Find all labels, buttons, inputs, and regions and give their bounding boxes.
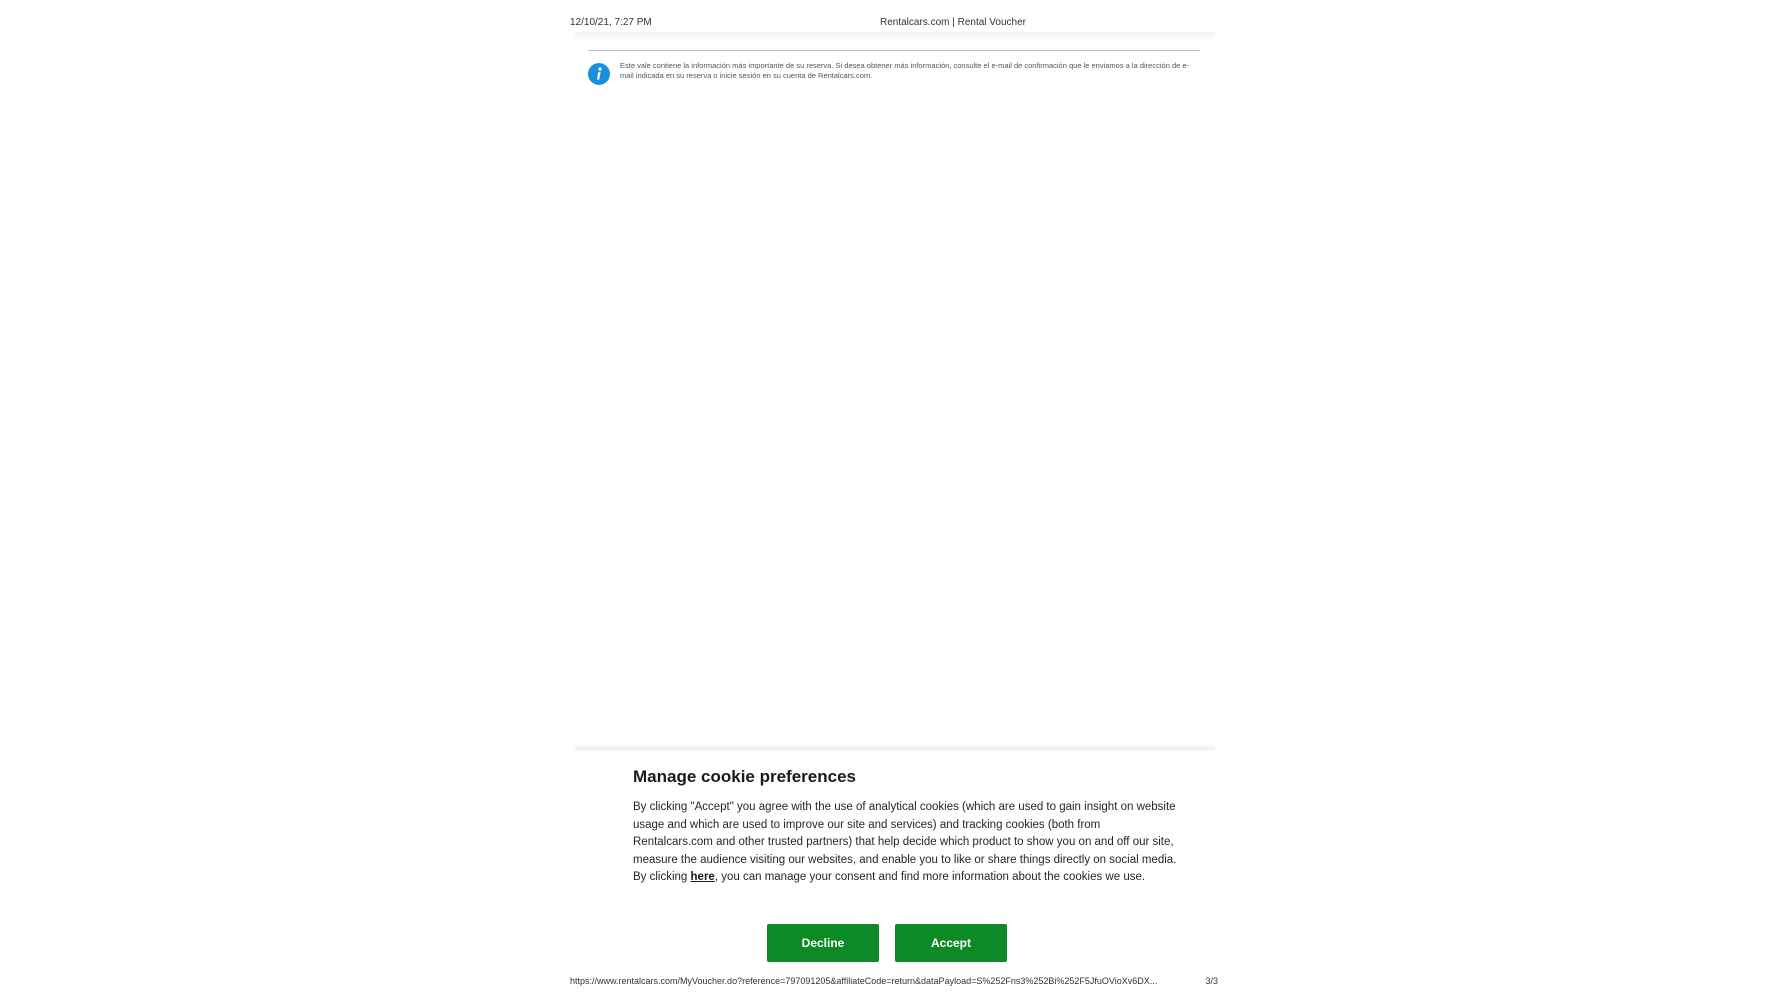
cookie-body-text-end: , you can manage your consent and find more information about the cookies we use. [714,871,1146,884]
decline-button[interactable]: Decline [767,924,879,962]
divider [588,50,1200,51]
print-header [570,17,1218,31]
print-page-title: Rentalcars.com | Rental Voucher [880,17,1027,28]
cookie-banner-title: Manage cookie preferences [633,767,856,786]
page-number: 3/3 [1205,976,1218,986]
page-bottom-shadow [575,744,1215,750]
cookie-body-text-start: By clicking "Accept" you agree with the use of analytical cookies (which are used to gain insight on website usage and which are used to improve our site and services) and tracking cookies (both from Rentalcars.com and other trusted partners) that help decide which product to show you on and off our site, measure the audience visiting our websites, and enable you to like or share things directly on social media. By clicking [633,801,1177,884]
info-notice [588,60,1200,90]
accept-button[interactable]: Accept [895,924,1007,962]
page-top-shadow [575,32,1215,40]
print-footer [570,976,1218,990]
cookie-settings-link[interactable]: here [690,871,715,884]
info-notice-text: Este vale contiene la información más importante de su reserva. Si desea obtener más información, consulte el e-mail de confirmación que le enviamos a la dirección de e-mail indicada en su reserva o inicie sesión en su cuenta de Rentalcars.com. [620,61,1190,80]
print-datetime: 12/10/21, 7:27 PM [570,17,652,28]
cookie-banner [575,752,1215,977]
cookie-banner-body [633,799,1183,887]
print-url: https://www.rentalcars.com/MyVoucher.do?reference=797091205&affiliateCode=return&dataPayload=S%252Fns3%252Bi%252F5JfuOVioXv6DX... [570,976,1158,986]
info-icon [588,63,610,85]
